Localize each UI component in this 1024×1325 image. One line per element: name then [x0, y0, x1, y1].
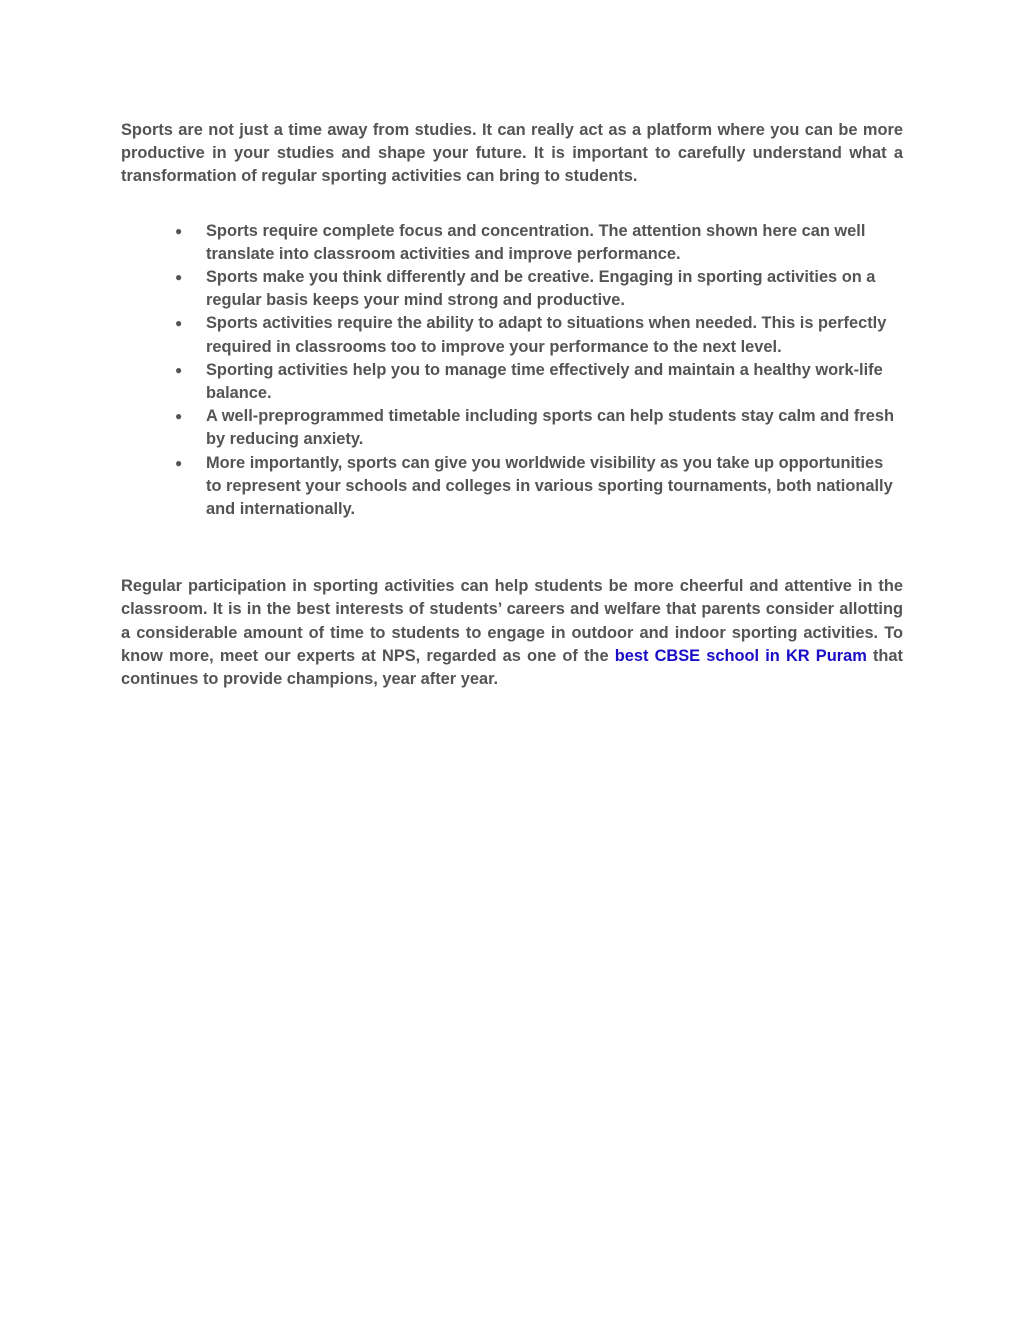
bullet-icon: ●	[175, 409, 183, 424]
bullet-icon: ●	[175, 270, 183, 285]
closing-text-end: that continues to provide champions, year after year.	[121, 646, 903, 689]
list-item	[121, 220, 903, 266]
list-item-text: Sports make you think differently and be creative. Engaging in sporting activities on a regular basis keeps your mind strong and productive.	[206, 268, 876, 310]
list-item	[121, 405, 903, 451]
list-item	[121, 312, 903, 358]
bullet-icon: ●	[175, 223, 183, 238]
school-link[interactable]: best CBSE school in KR Puram	[614, 646, 867, 665]
list-item	[121, 266, 903, 312]
list-item	[121, 452, 903, 522]
list-item-text: A well-preprogrammed timetable including sports can help students stay calm and fresh by reducing anxiety.	[206, 407, 894, 449]
bullet-icon: ●	[175, 362, 183, 377]
list-item-text: Sports require complete focus and concentration. The attention shown here can well translate into classroom activities and improve performance.	[206, 221, 866, 263]
list-item-text: Sports activities require the ability to adapt to situations when needed. This is perfectly required in classrooms too to improve your performance to the next level.	[206, 314, 887, 356]
benefits-list	[121, 220, 903, 522]
bullet-icon: ●	[175, 455, 183, 470]
list-item-text: Sporting activities help you to manage time effectively and maintain a healthy work-life balance.	[206, 360, 883, 403]
closing-paragraph	[121, 575, 903, 691]
bullet-icon: ●	[175, 316, 183, 331]
intro-paragraph: Sports are not just a time away from studies. It can really act as a platform where you can be more productive in your studies and shape your future. It is important to carefully understand what a transformation of regular sporting activities can bring to students.	[121, 121, 903, 186]
document-body	[121, 119, 903, 691]
list-item	[121, 359, 903, 405]
closing-text: Regular participation in sporting activities can help students be more cheerful and attentive in the classroom. It is in the best interests of students’ careers and welfare that parents consider allotting a considerable amount of time to students to engage in outdoor and indoor sporting activities. To know more, meet our experts at NPS, regarded as one of the	[121, 577, 903, 665]
list-item-text: More importantly, sports can give you worldwide visibility as you take up opportunities to represent your schools and colleges in various sporting tournaments, both nationally and internationally.	[206, 453, 893, 519]
